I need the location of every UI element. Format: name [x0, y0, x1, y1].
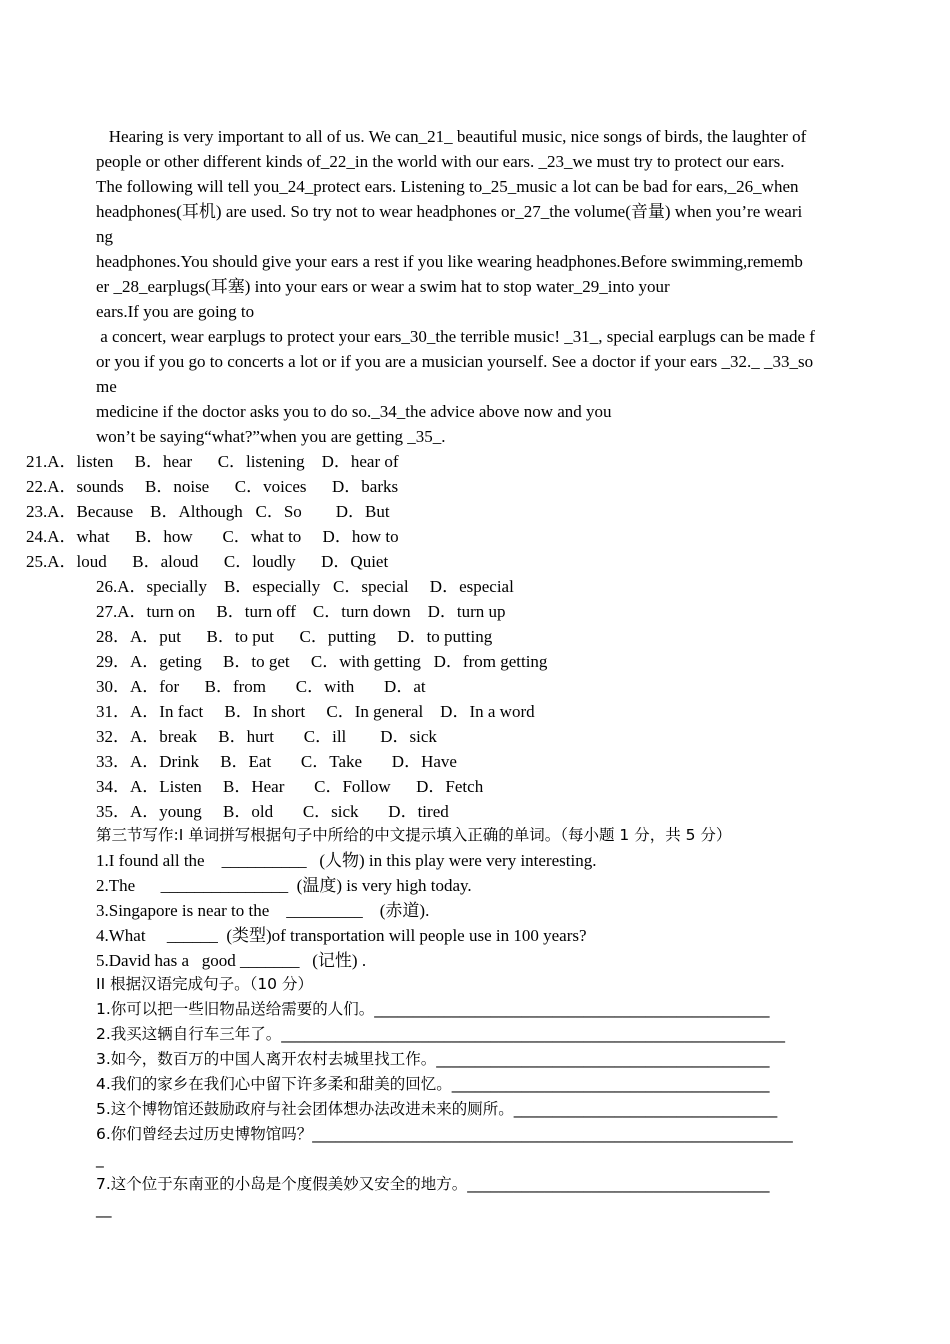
option-row: 26.A．specially B．especially C．special D．especial — [96, 577, 514, 596]
option-row: 27.A．turn on B．turn off C．turn down D．turn up — [96, 602, 506, 621]
translation-item: 3.如今，数百万的中国人离开农村去城里找工作。___________________________________________ — [96, 1050, 770, 1068]
option-row: 35．A．young B．old C．sick D．tired — [96, 802, 449, 821]
passage-line: ears.If you are going to — [96, 302, 255, 321]
passage-line: The following will tell you_24_protect ears. Listening to_25_music a lot can be bad for ears,_26_when — [96, 177, 799, 196]
option-row: 24.A．what B．how C．what to D．how to — [26, 527, 399, 546]
passage-line: or you if you go to concerts a lot or if you are a musician yourself. See a doctor if your ears _32._ _33_so — [96, 352, 814, 371]
translation-item: _ — [96, 1150, 104, 1168]
option-row: 33．A．Drink B．Eat C．Take D．Have — [96, 752, 457, 771]
passage-line: people or other different kinds of_22_in the world with our ears. _23_we must try to protect our ears. — [96, 152, 785, 171]
translation-item: 7.这个位于东南亚的小岛是个度假美妙又安全的地方。_______________________________________ — [96, 1175, 770, 1193]
passage-line: er _28_earplugs(耳塞) into your ears or wear a swim hat to stop water_29_into your — [96, 277, 670, 296]
translation-item: 6.你们曾经去过历史博物馆吗？______________________________________________________________ — [96, 1125, 793, 1143]
translation-item: 5.这个博物馆还鼓励政府与社会团体想办法改进未来的厕所。__________________________________ — [96, 1100, 778, 1118]
spelling-item: 1.I found all the __________ (人物) in this play were very interesting. — [96, 851, 597, 870]
passage-line: headphones(耳机) are used. So try not to wear headphones or_27_the volume(音量) when you’re weari — [96, 202, 803, 221]
section-2-title: II 根据汉语完成句子。（10 分） — [96, 975, 313, 993]
option-row: 22.A．sounds B．noise C．voices D．barks — [26, 477, 399, 496]
passage-line: headphones.You should give your ears a rest if you like wearing headphones.Before swimming,rememb — [96, 252, 803, 271]
spelling-item: 5.David has a good _______ (记性) . — [96, 951, 367, 970]
spelling-item: 2.The _______________ (温度) is very high today. — [96, 876, 472, 895]
translation-item: __ — [96, 1200, 112, 1218]
spelling-item: 3.Singapore is near to the _________ (赤道). — [96, 901, 430, 920]
option-row: 30．A．for B．from C．with D．at — [96, 677, 426, 696]
option-row: 23.A．Because B．Although C．So D．But — [26, 502, 390, 521]
passage-line: medicine if the doctor asks you to do so._34_the advice above now and you — [96, 402, 612, 421]
translation-item: 1.你可以把一些旧物品送给需要的人们。___________________________________________________ — [96, 1000, 770, 1018]
option-row: 31．A．In fact B．In short C．In general D．In a word — [96, 702, 535, 721]
option-row: 25.A．loud B．aloud C．loudly D．Quiet — [26, 552, 389, 571]
spelling-item: 4.What ______ (类型)of transportation will people use in 100 years? — [96, 926, 587, 945]
translation-item: 2.我买这辆自行车三年了。_________________________________________________________________ — [96, 1025, 786, 1043]
option-row: 34．A．Listen B．Hear C．Follow D．Fetch — [96, 777, 484, 796]
section-3-title: 第三节写作:I 单词拼写根据句子中所给的中文提示填入正确的单词。（每小题 1 分，共 5 分） — [96, 826, 732, 844]
passage-line: ng — [96, 227, 113, 246]
translation-item: 4.我们的家乡在我们心中留下许多柔和甜美的回忆。_________________________________________ — [96, 1075, 770, 1093]
option-row: 28．A．put B．to put C．putting D．to putting — [96, 627, 493, 646]
option-row: 32．A．break B．hurt C．ill D．sick — [96, 727, 437, 746]
passage-line: Hearing is very important to all of us. We can_21_ beautiful music, nice songs of birds, the laughter of — [96, 127, 807, 146]
passage-line: me — [96, 377, 117, 396]
passage-line: won’t be saying“what?”when you are getting _35_. — [96, 427, 446, 446]
passage-line: a concert, wear earplugs to protect your ears_30_the terrible music! _31_, special earplugs can be made f — [96, 327, 815, 346]
option-row: 29．A．geting B．to get C．with getting D．from getting — [96, 652, 548, 671]
option-row: 21.A．listen B．hear C．listening D．hear of — [26, 452, 399, 471]
